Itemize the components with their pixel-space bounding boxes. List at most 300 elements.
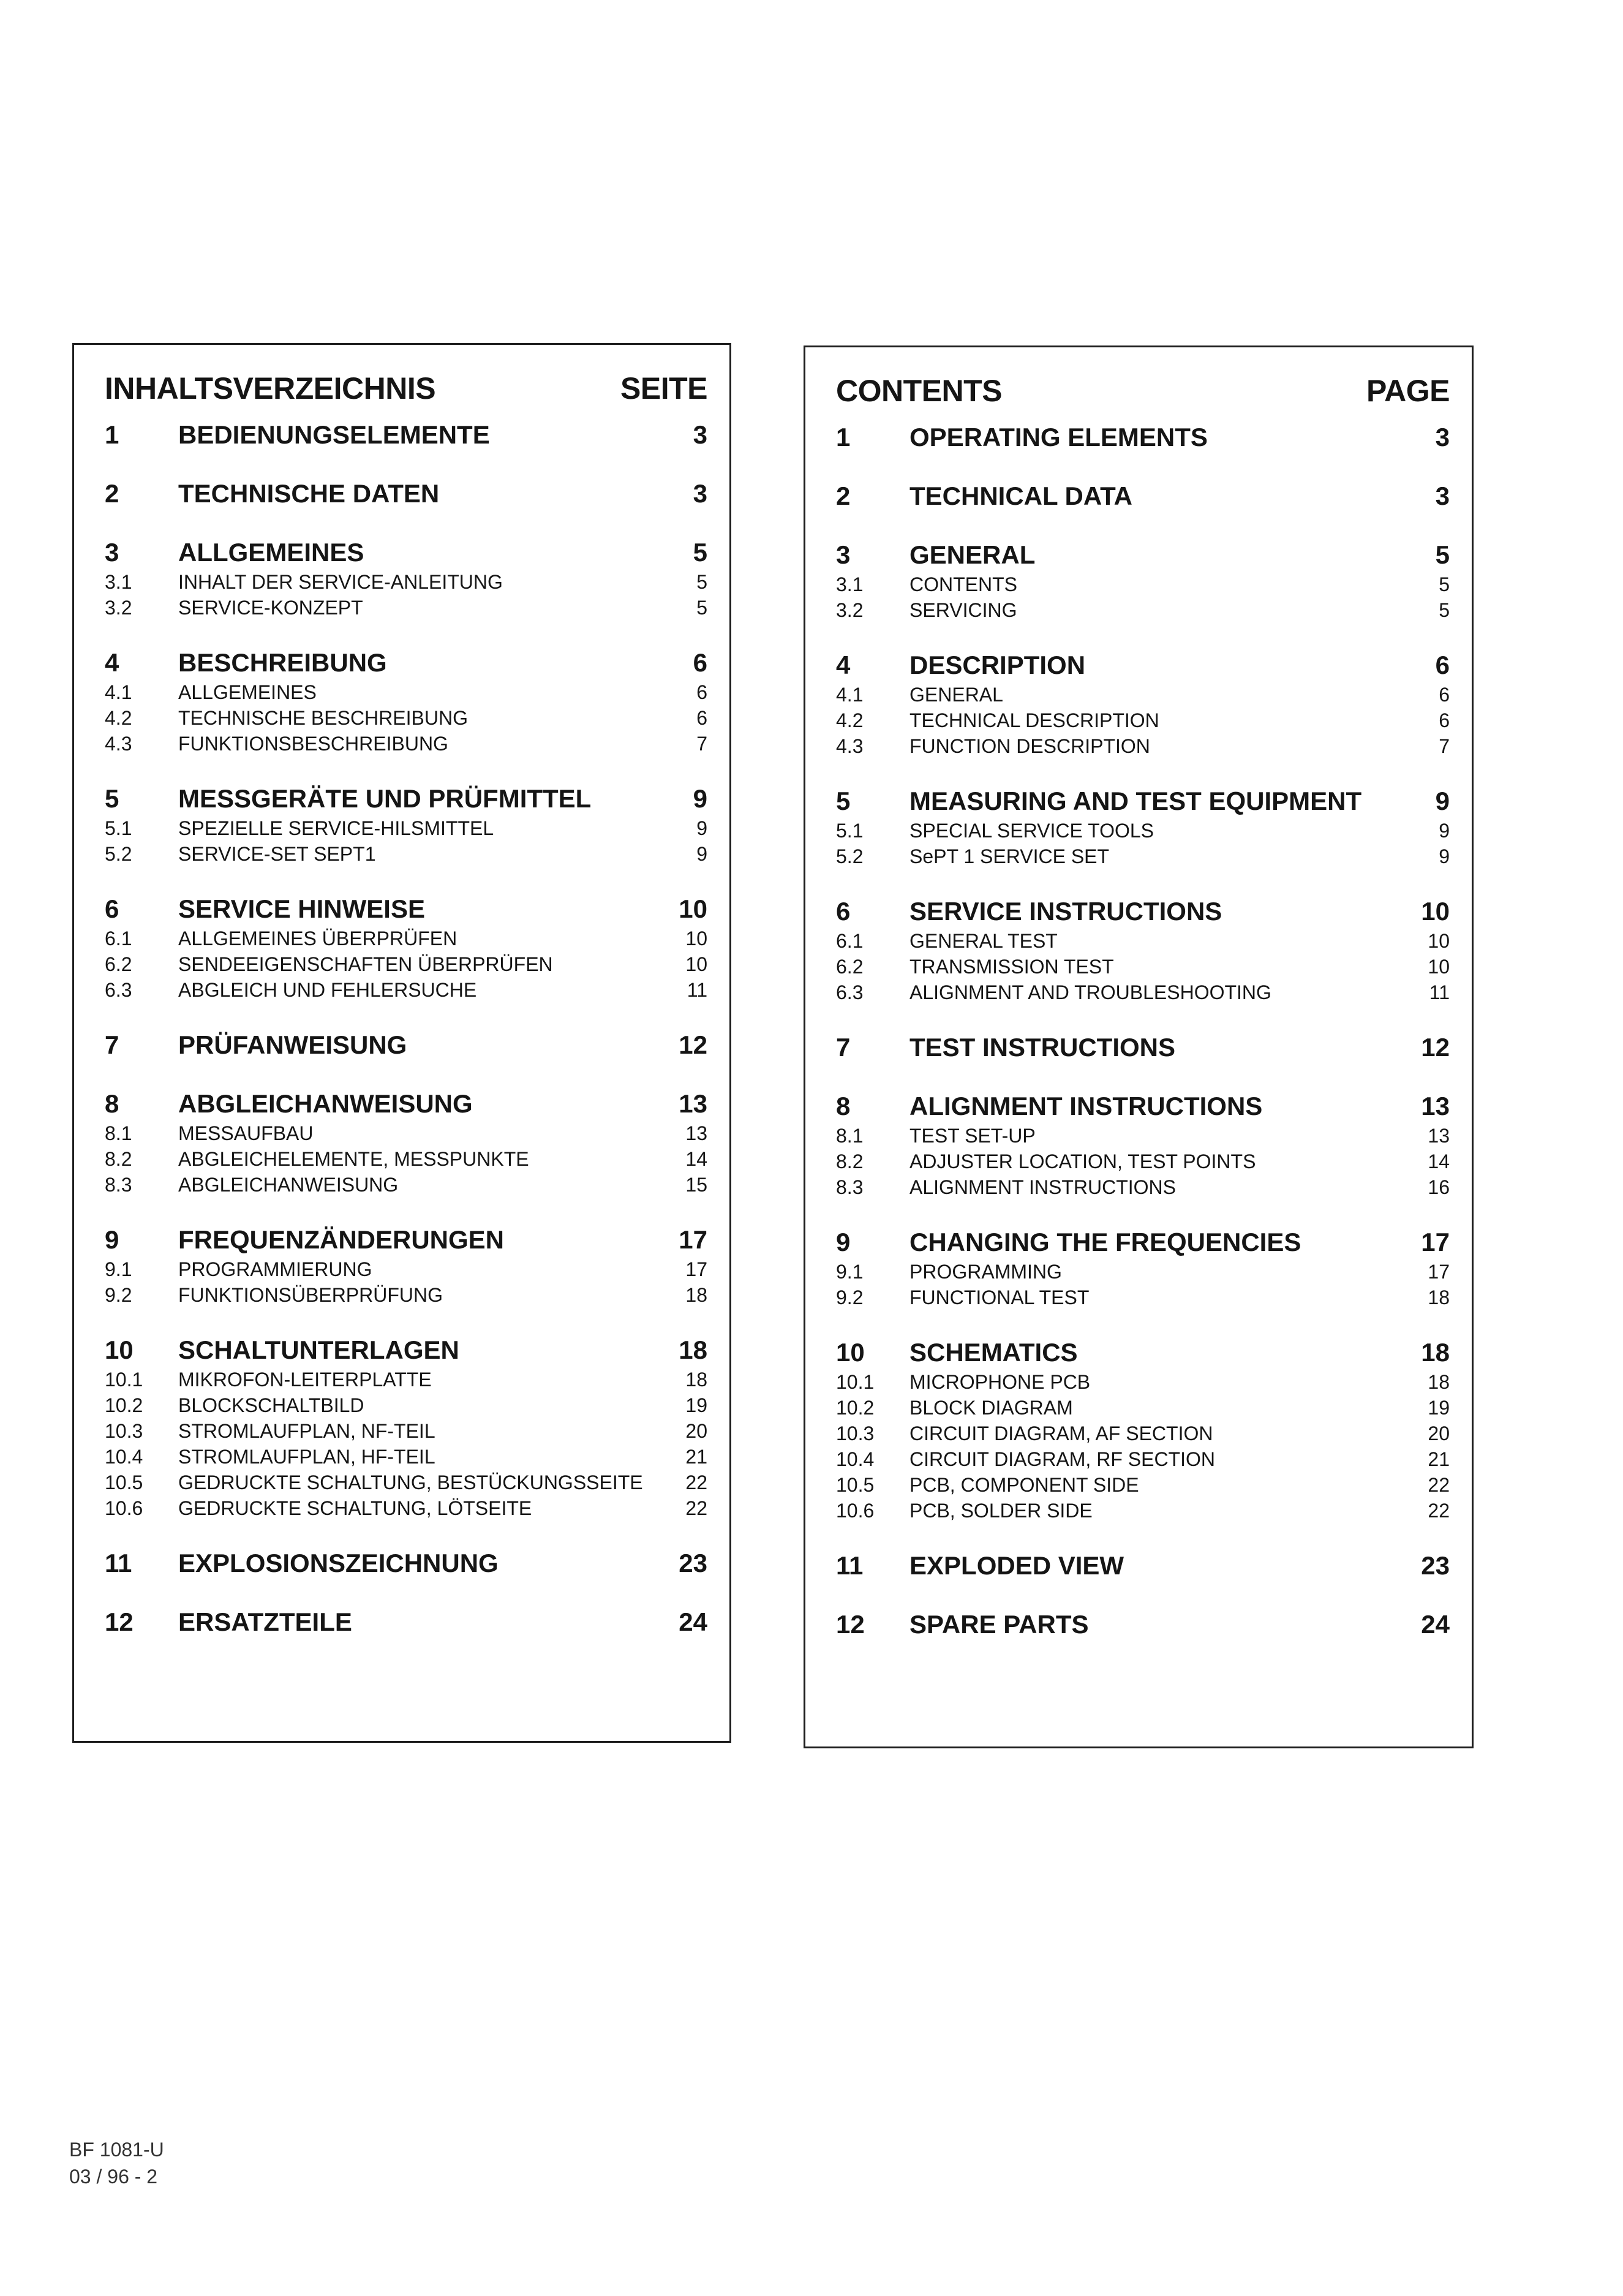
subsection-title: SPECIAL SERVICE TOOLS <box>909 820 1154 842</box>
toc-german <box>72 343 731 1743</box>
toc-section <box>836 480 1450 513</box>
toc-subsection-row <box>836 980 1450 1005</box>
section-number: 7 <box>836 1033 851 1062</box>
toc-section-row <box>836 895 1450 928</box>
subsection-page: 22 <box>685 1471 707 1494</box>
section-title: PRÜFANWEISUNG <box>178 1030 407 1059</box>
section-title: EXPLODED VIEW <box>909 1551 1124 1580</box>
toc-subsection-row <box>105 1470 707 1495</box>
subsection-page: 17 <box>1428 1261 1450 1283</box>
section-page: 24 <box>1421 1610 1450 1639</box>
toc-section-row <box>105 1029 707 1062</box>
section-page: 10 <box>679 894 707 923</box>
subsection-number: 6.1 <box>836 930 864 952</box>
subsection-number: 4.1 <box>105 681 132 703</box>
toc-section-row <box>836 1031 1450 1064</box>
subsection-page: 14 <box>1428 1150 1450 1173</box>
subsection-number: 10.3 <box>105 1420 143 1442</box>
toc-section-row <box>105 1087 707 1120</box>
subsection-page: 6 <box>696 681 707 703</box>
section-number: 4 <box>836 651 851 679</box>
section-number: 9 <box>836 1228 851 1256</box>
toc-subsection-row <box>105 977 707 1003</box>
toc-section-row <box>836 480 1450 513</box>
subsection-number: 10.4 <box>105 1446 143 1468</box>
subsection-number: 3.2 <box>105 597 132 619</box>
toc-section <box>105 1606 707 1639</box>
section-number: 6 <box>105 894 119 923</box>
subsection-page: 6 <box>1439 709 1450 731</box>
toc-page-label: SEITE <box>620 371 707 406</box>
toc-section-row <box>105 418 707 451</box>
subsection-title: STROMLAUFPLAN, NF-TEIL <box>178 1420 435 1442</box>
section-title: CHANGING THE FREQUENCIES <box>909 1228 1301 1256</box>
subsection-page: 7 <box>1439 735 1450 757</box>
section-page: 3 <box>1435 423 1450 451</box>
subsection-page: 15 <box>685 1174 707 1196</box>
toc-section <box>836 538 1450 623</box>
subsection-page: 5 <box>696 597 707 619</box>
subsection-number: 4.3 <box>105 733 132 755</box>
section-page: 3 <box>1435 481 1450 510</box>
subsection-page: 14 <box>685 1148 707 1170</box>
section-title: EXPLOSIONSZEICHNUNG <box>178 1549 499 1577</box>
section-number: 11 <box>836 1551 864 1580</box>
section-title: ALIGNMENT INSTRUCTIONS <box>909 1092 1263 1120</box>
toc-section <box>105 1223 707 1308</box>
section-number: 8 <box>105 1089 119 1118</box>
subsection-number: 5.1 <box>836 820 864 842</box>
subsection-page: 11 <box>1429 981 1450 1003</box>
section-page: 13 <box>1421 1092 1450 1120</box>
subsection-title: GEDRUCKTE SCHALTUNG, BESTÜCKUNGSSEITE <box>178 1471 643 1494</box>
subsection-page: 20 <box>685 1420 707 1442</box>
toc-subsection-row <box>836 1446 1450 1472</box>
section-page: 23 <box>679 1549 707 1577</box>
toc-subsection-row <box>836 597 1450 623</box>
toc-section-row <box>105 477 707 510</box>
subsection-title: PROGRAMMIERUNG <box>178 1258 372 1280</box>
toc-section <box>105 1547 707 1580</box>
subsection-title: TRANSMISSION TEST <box>909 956 1114 978</box>
subsection-number: 9.1 <box>836 1261 864 1283</box>
subsection-number: 6.3 <box>105 979 132 1001</box>
section-page: 3 <box>693 420 707 449</box>
document-code: BF 1081-U <box>69 2139 164 2161</box>
toc-subsection-row <box>105 705 707 731</box>
subsection-title: TEST SET-UP <box>909 1125 1036 1147</box>
section-title: DESCRIPTION <box>909 651 1086 679</box>
subsection-title: ALIGNMENT INSTRUCTIONS <box>909 1176 1176 1198</box>
toc-section <box>105 1029 707 1062</box>
subsection-title: ABGLEICHANWEISUNG <box>178 1174 399 1196</box>
subsection-page: 10 <box>685 953 707 975</box>
subsection-title: GENERAL <box>909 684 1003 706</box>
subsection-title: ALLGEMEINES ÜBERPRÜFEN <box>178 927 458 950</box>
subsection-title: SERVICING <box>909 599 1017 621</box>
toc-section-row <box>836 649 1450 682</box>
toc-subsection-row <box>105 951 707 977</box>
section-page: 10 <box>1421 897 1450 926</box>
subsection-title: MIKROFON-LEITERPLATTE <box>178 1369 432 1391</box>
subsection-number: 8.3 <box>105 1174 132 1196</box>
toc-subsection-row <box>105 595 707 621</box>
subsection-page: 9 <box>1439 820 1450 842</box>
toc-section <box>836 1336 1450 1524</box>
toc-subsection-row <box>105 1172 707 1198</box>
section-title: BEDIENUNGSELEMENTE <box>178 420 490 449</box>
section-number: 6 <box>836 897 851 926</box>
subsection-page: 5 <box>1439 573 1450 595</box>
section-number: 7 <box>105 1030 119 1059</box>
toc-section <box>105 418 707 451</box>
subsection-number: 6.1 <box>105 927 132 950</box>
subsection-title: ALIGNMENT AND TROUBLESHOOTING <box>909 981 1271 1003</box>
toc-section-row <box>836 1549 1450 1582</box>
subsection-title: STROMLAUFPLAN, HF-TEIL <box>178 1446 435 1468</box>
subsection-page: 22 <box>1428 1500 1450 1522</box>
toc-subsection-row <box>836 708 1450 733</box>
subsection-page: 9 <box>696 843 707 865</box>
subsection-number: 5.2 <box>836 845 864 867</box>
subsection-title: ABGLEICHELEMENTE, MESSPUNKTE <box>178 1148 529 1170</box>
toc-subsection-row <box>836 1174 1450 1200</box>
section-title: TECHNISCHE DATEN <box>178 479 440 508</box>
section-page: 3 <box>693 479 707 508</box>
subsection-title: GEDRUCKTE SCHALTUNG, LÖTSEITE <box>178 1497 532 1519</box>
subsection-page: 18 <box>685 1369 707 1391</box>
document-date: 03 / 96 - 2 <box>69 2166 158 2188</box>
toc-subsection-row <box>105 679 707 705</box>
toc-section-row <box>836 1336 1450 1369</box>
subsection-page: 22 <box>685 1497 707 1519</box>
section-page: 17 <box>1421 1228 1450 1256</box>
subsection-page: 18 <box>1428 1286 1450 1308</box>
section-title: ERSATZTEILE <box>178 1607 352 1636</box>
section-title: MEASURING AND TEST EQUIPMENT <box>909 787 1362 815</box>
toc-subsection-row <box>105 841 707 867</box>
subsection-title: SPEZIELLE SERVICE-HILSMITTEL <box>178 817 494 839</box>
subsection-title: SENDEEIGENSCHAFTEN ÜBERPRÜFEN <box>178 953 553 975</box>
section-page: 6 <box>693 648 707 677</box>
subsection-page: 10 <box>1428 956 1450 978</box>
toc-subsection-row <box>836 572 1450 597</box>
toc-section <box>105 536 707 621</box>
section-page: 18 <box>679 1335 707 1364</box>
subsection-title: FUNKTIONSBESCHREIBUNG <box>178 733 448 755</box>
subsection-title: PCB, COMPONENT SIDE <box>909 1474 1139 1496</box>
subsection-number: 10.1 <box>105 1369 143 1391</box>
toc-header <box>836 373 1450 409</box>
subsection-title: ALLGEMEINES <box>178 681 317 703</box>
subsection-number: 8.3 <box>836 1176 864 1198</box>
section-title: TEST INSTRUCTIONS <box>909 1033 1176 1062</box>
toc-section-row <box>105 893 707 926</box>
section-number: 3 <box>105 538 119 567</box>
subsection-title: BLOCK DIAGRAM <box>909 1397 1073 1419</box>
section-page: 6 <box>1435 651 1450 679</box>
subsection-title: TECHNICAL DESCRIPTION <box>909 709 1159 731</box>
subsection-page: 6 <box>696 707 707 729</box>
toc-section-row <box>105 536 707 569</box>
subsection-number: 10.3 <box>836 1422 875 1444</box>
subsection-page: 5 <box>1439 599 1450 621</box>
subsection-title: SERVICE-KONZEPT <box>178 597 363 619</box>
subsection-number: 9.2 <box>105 1284 132 1306</box>
subsection-number: 8.1 <box>105 1122 132 1144</box>
toc-subsection-row <box>836 1395 1450 1421</box>
subsection-page: 11 <box>687 979 707 1001</box>
subsection-number: 10.6 <box>836 1500 875 1522</box>
section-number: 10 <box>836 1338 865 1367</box>
section-number: 8 <box>836 1092 851 1120</box>
section-title: BESCHREIBUNG <box>178 648 387 677</box>
toc-subsection-row <box>836 1369 1450 1395</box>
subsection-number: 3.1 <box>105 571 132 593</box>
section-page: 23 <box>1421 1551 1450 1580</box>
subsection-page: 9 <box>696 817 707 839</box>
section-page: 17 <box>679 1225 707 1254</box>
toc-subsection-row <box>836 1259 1450 1285</box>
subsection-title: PCB, SOLDER SIDE <box>909 1500 1093 1522</box>
toc-subsection-row <box>836 1285 1450 1310</box>
subsection-title: MICROPHONE PCB <box>909 1371 1091 1393</box>
subsection-number: 8.1 <box>836 1125 864 1147</box>
subsection-title: FUNCTIONAL TEST <box>909 1286 1090 1308</box>
section-page: 24 <box>679 1607 707 1636</box>
section-number: 3 <box>836 540 851 569</box>
section-number: 9 <box>105 1225 119 1254</box>
subsection-page: 6 <box>1439 684 1450 706</box>
toc-section <box>836 421 1450 454</box>
subsection-title: CIRCUIT DIAGRAM, RF SECTION <box>909 1448 1215 1470</box>
subsection-number: 3.1 <box>836 573 864 595</box>
toc-section <box>836 1031 1450 1064</box>
subsection-number: 6.3 <box>836 981 864 1003</box>
toc-section <box>105 893 707 1003</box>
section-title: SERVICE INSTRUCTIONS <box>909 897 1222 926</box>
section-title: GENERAL <box>909 540 1036 569</box>
subsection-page: 21 <box>685 1446 707 1468</box>
toc-subsection-row <box>105 1495 707 1521</box>
subsection-number: 10.5 <box>836 1474 875 1496</box>
toc-subsection-row <box>105 926 707 951</box>
subsection-page: 18 <box>1428 1371 1450 1393</box>
section-number: 11 <box>105 1549 132 1577</box>
toc-section-row <box>105 782 707 815</box>
subsection-number: 5.1 <box>105 817 132 839</box>
toc-subsection-row <box>836 818 1450 844</box>
toc-subsection-row <box>836 928 1450 954</box>
subsection-page: 10 <box>685 927 707 950</box>
subsection-number: 4.2 <box>105 707 132 729</box>
subsection-title: TECHNISCHE BESCHREIBUNG <box>178 707 468 729</box>
section-number: 5 <box>105 784 119 813</box>
section-number: 4 <box>105 648 119 677</box>
subsection-page: 13 <box>1428 1125 1450 1147</box>
subsection-number: 10.2 <box>105 1394 143 1416</box>
section-title: OPERATING ELEMENTS <box>909 423 1208 451</box>
toc-subsection-row <box>836 954 1450 980</box>
section-page: 9 <box>693 784 707 813</box>
toc-section <box>105 1334 707 1521</box>
subsection-number: 4.2 <box>836 709 864 731</box>
toc-subsection-row <box>105 1256 707 1282</box>
toc-section-row <box>836 1226 1450 1259</box>
subsection-page: 10 <box>1428 930 1450 952</box>
subsection-number: 9.1 <box>105 1258 132 1280</box>
subsection-number: 3.2 <box>836 599 864 621</box>
subsection-page: 17 <box>685 1258 707 1280</box>
toc-page-label: PAGE <box>1366 374 1450 408</box>
toc-section <box>105 646 707 757</box>
section-title: TECHNICAL DATA <box>909 481 1132 510</box>
toc-section-row <box>836 1090 1450 1123</box>
toc-section <box>105 1087 707 1198</box>
subsection-title: PROGRAMMING <box>909 1261 1062 1283</box>
toc-subsection-row <box>105 1120 707 1146</box>
subsection-page: 5 <box>696 571 707 593</box>
section-title: ABGLEICHANWEISUNG <box>178 1089 473 1118</box>
section-title: SERVICE HINWEISE <box>178 894 425 923</box>
section-number: 12 <box>105 1607 134 1636</box>
subsection-number: 8.2 <box>836 1150 864 1173</box>
subsection-title: SERVICE-SET SEPT1 <box>178 843 376 865</box>
subsection-number: 10.4 <box>836 1448 875 1470</box>
subsection-page: 21 <box>1428 1448 1450 1470</box>
section-page: 18 <box>1421 1338 1450 1367</box>
toc-subsection-row <box>836 1149 1450 1174</box>
toc-subsection-row <box>105 569 707 595</box>
document-footer <box>69 2136 164 2190</box>
toc-section <box>836 1090 1450 1200</box>
toc-section <box>836 649 1450 759</box>
section-number: 1 <box>105 420 119 449</box>
section-page: 9 <box>1435 787 1450 815</box>
toc-subsection-row <box>105 1392 707 1418</box>
subsection-page: 16 <box>1428 1176 1450 1198</box>
toc-section-row <box>836 1608 1450 1641</box>
toc-section <box>836 785 1450 869</box>
section-title: MESSGERÄTE UND PRÜFMITTEL <box>178 784 592 813</box>
subsection-title: MESSAUFBAU <box>178 1122 314 1144</box>
section-page: 12 <box>1421 1033 1450 1062</box>
toc-subsection-row <box>105 1282 707 1308</box>
subsection-page: 19 <box>685 1394 707 1416</box>
subsection-page: 19 <box>1428 1397 1450 1419</box>
subsection-page: 13 <box>685 1122 707 1144</box>
toc-section-row <box>105 1547 707 1580</box>
toc-subsection-row <box>836 1472 1450 1498</box>
toc-subsection-row <box>105 1367 707 1392</box>
section-title: SPARE PARTS <box>909 1610 1089 1639</box>
toc-section <box>836 1549 1450 1582</box>
toc-subsection-row <box>836 1421 1450 1446</box>
section-page: 5 <box>693 538 707 567</box>
toc-subsection-row <box>836 844 1450 869</box>
toc-sections <box>836 421 1450 1641</box>
subsection-page: 22 <box>1428 1474 1450 1496</box>
section-number: 5 <box>836 787 851 815</box>
toc-section-row <box>836 785 1450 818</box>
subsection-title: ADJUSTER LOCATION, TEST POINTS <box>909 1150 1256 1173</box>
section-number: 10 <box>105 1335 134 1364</box>
toc-section-row <box>105 1334 707 1367</box>
section-number: 1 <box>836 423 851 451</box>
toc-subsection-row <box>836 682 1450 708</box>
toc-subsection-row <box>105 1444 707 1470</box>
section-title: SCHEMATICS <box>909 1338 1078 1367</box>
subsection-number: 5.2 <box>105 843 132 865</box>
subsection-title: INHALT DER SERVICE-ANLEITUNG <box>178 571 503 593</box>
subsection-title: FUNKTIONSÜBERPRÜFUNG <box>178 1284 443 1306</box>
subsection-number: 4.1 <box>836 684 864 706</box>
toc-section <box>836 1226 1450 1310</box>
subsection-number: 10.1 <box>836 1371 875 1393</box>
section-title: SCHALTUNTERLAGEN <box>178 1335 459 1364</box>
section-number: 2 <box>836 481 851 510</box>
section-page: 5 <box>1435 540 1450 569</box>
toc-section <box>105 782 707 867</box>
subsection-number: 10.6 <box>105 1497 143 1519</box>
subsection-title: FUNCTION DESCRIPTION <box>909 735 1150 757</box>
section-title: ALLGEMEINES <box>178 538 364 567</box>
toc-subsection-row <box>836 1498 1450 1524</box>
toc-section-row <box>836 538 1450 572</box>
subsection-number: 6.2 <box>105 953 132 975</box>
toc-sections <box>105 418 707 1639</box>
toc-subsection-row <box>105 1146 707 1172</box>
toc-subsection-row <box>105 1418 707 1444</box>
subsection-page: 9 <box>1439 845 1450 867</box>
subsection-page: 20 <box>1428 1422 1450 1444</box>
toc-subsection-row <box>836 1123 1450 1149</box>
toc-section <box>836 1608 1450 1641</box>
toc-section <box>105 477 707 510</box>
toc-section <box>836 895 1450 1005</box>
subsection-number: 10.5 <box>105 1471 143 1494</box>
subsection-number: 9.2 <box>836 1286 864 1308</box>
section-number: 2 <box>105 479 119 508</box>
subsection-page: 7 <box>696 733 707 755</box>
toc-section-row <box>105 646 707 679</box>
toc-section-row <box>105 1606 707 1639</box>
toc-subsection-row <box>105 815 707 841</box>
subsection-title: CONTENTS <box>909 573 1017 595</box>
subsection-title: BLOCKSCHALTBILD <box>178 1394 364 1416</box>
toc-title: INHALTSVERZEICHNIS <box>105 371 436 406</box>
toc-header <box>105 371 707 406</box>
subsection-title: GENERAL TEST <box>909 930 1058 952</box>
toc-english <box>804 346 1474 1748</box>
toc-section-row <box>105 1223 707 1256</box>
toc-subsection-row <box>105 731 707 757</box>
section-page: 13 <box>679 1089 707 1118</box>
subsection-title: ABGLEICH UND FEHLERSUCHE <box>178 979 477 1001</box>
subsection-number: 10.2 <box>836 1397 875 1419</box>
toc-subsection-row <box>836 733 1450 759</box>
subsection-number: 4.3 <box>836 735 864 757</box>
toc-section-row <box>836 421 1450 454</box>
subsection-page: 18 <box>685 1284 707 1306</box>
section-title: FREQUENZÄNDERUNGEN <box>178 1225 505 1254</box>
section-number: 12 <box>836 1610 865 1639</box>
subsection-number: 8.2 <box>105 1148 132 1170</box>
section-page: 12 <box>679 1030 707 1059</box>
subsection-title: CIRCUIT DIAGRAM, AF SECTION <box>909 1422 1213 1444</box>
subsection-number: 6.2 <box>836 956 864 978</box>
subsection-title: SePT 1 SERVICE SET <box>909 845 1110 867</box>
